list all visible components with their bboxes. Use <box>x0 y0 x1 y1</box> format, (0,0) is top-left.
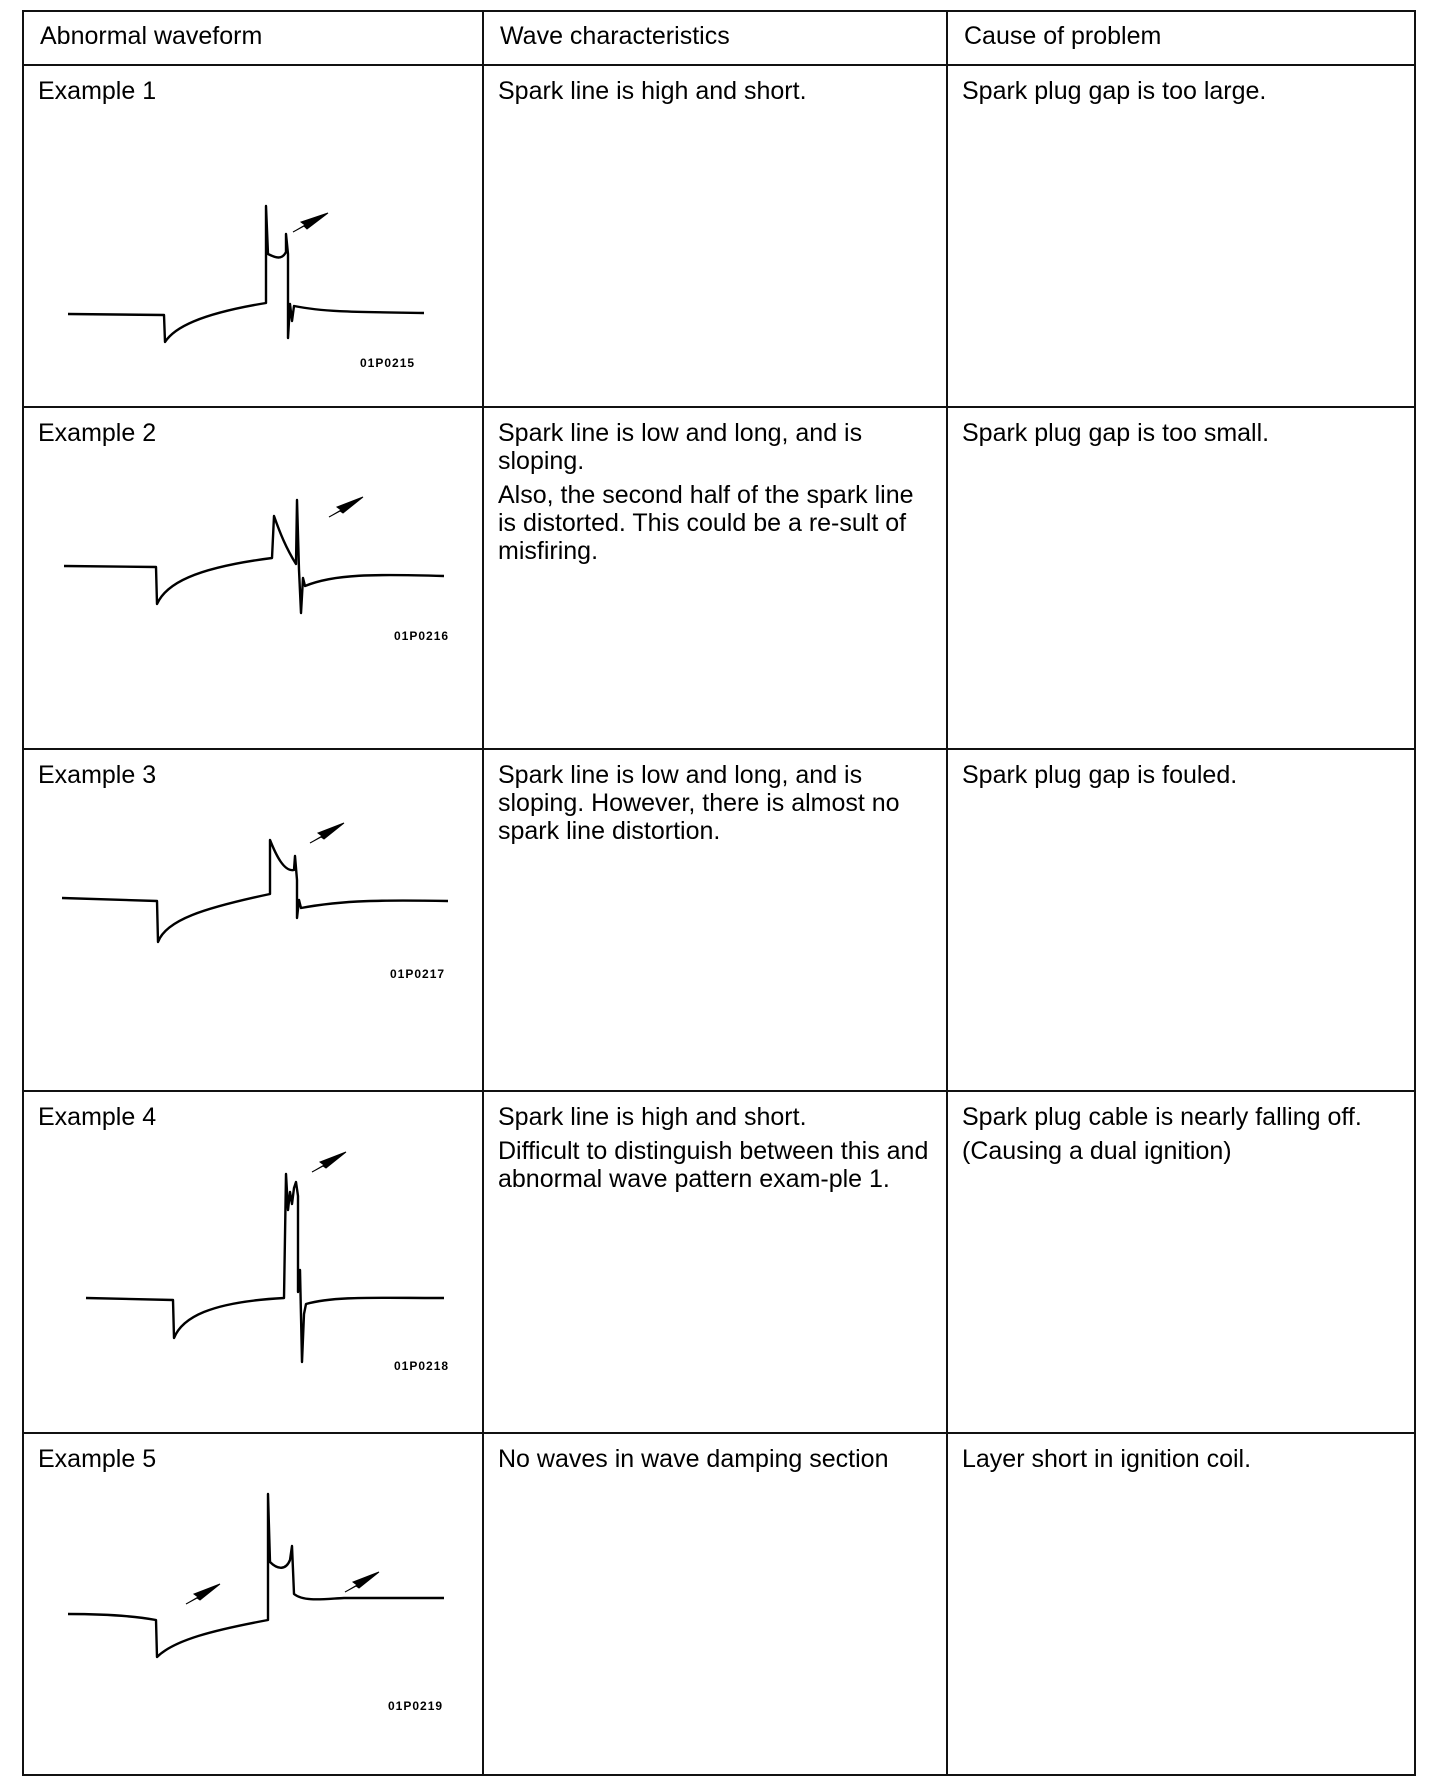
table-row <box>23 407 1415 749</box>
characteristics-cell <box>483 749 947 1091</box>
cause-cell <box>947 1433 1415 1775</box>
characteristics-cell <box>483 1091 947 1433</box>
characteristics-text: Spark line is low and long, and is sloping. However, there is almost no spark line distortion. <box>498 761 900 845</box>
characteristics-text: Spark line is high and short. <box>498 77 807 105</box>
characteristics-text: Also, the second half of the spark line is distorted. This could be a re-sult of misfiring. <box>498 481 914 565</box>
arrow-icon <box>345 1572 379 1592</box>
characteristics-cell <box>483 1433 947 1775</box>
waveform-trace <box>62 840 448 942</box>
example-label: Example 1 <box>38 77 157 105</box>
characteristics-text: Spark line is low and long, and is sloping. <box>498 419 863 475</box>
waveform-diagram <box>24 750 480 1090</box>
table-row <box>23 65 1415 407</box>
cause-cell <box>947 407 1415 749</box>
waveform-diagram <box>24 66 480 406</box>
arrow-icon <box>310 823 344 843</box>
header-waveform: Abnormal waveform <box>23 11 483 65</box>
header-row <box>23 11 1415 65</box>
waveform-cell <box>23 749 483 1091</box>
characteristics-text: No waves in wave damping section <box>498 1445 889 1473</box>
characteristics-text: Spark line is high and short. <box>498 1103 807 1131</box>
waveform-cell <box>23 407 483 749</box>
waveform-diagram <box>24 1092 480 1432</box>
example-label: Example 2 <box>38 419 157 447</box>
cause-cell <box>947 749 1415 1091</box>
table-row <box>23 1433 1415 1775</box>
characteristics-cell <box>483 407 947 749</box>
figure-code: 01P0218 <box>394 1359 450 1373</box>
cause-text: Spark plug gap is too small. <box>962 419 1270 447</box>
table-row <box>23 749 1415 1091</box>
figure-code: 01P0219 <box>388 1699 444 1713</box>
waveform-table <box>22 10 1416 1776</box>
cause-cell <box>947 1091 1415 1433</box>
waveform-cell <box>23 1433 483 1775</box>
cause-text: (Causing a dual ignition) <box>962 1137 1232 1165</box>
example-label: Example 5 <box>38 1445 157 1473</box>
waveform-diagram <box>24 1434 480 1774</box>
figure-code: 01P0215 <box>360 356 416 370</box>
waveform-trace <box>64 500 444 613</box>
arrow-icon <box>329 497 363 517</box>
waveform-cell <box>23 65 483 407</box>
figure-code: 01P0216 <box>394 629 450 643</box>
arrow-icon <box>312 1152 346 1172</box>
example-label: Example 3 <box>38 761 157 789</box>
cause-text: Spark plug cable is nearly falling off. <box>962 1103 1362 1131</box>
cause-cell <box>947 65 1415 407</box>
figure-code: 01P0217 <box>390 967 446 981</box>
waveform-cell <box>23 1091 483 1433</box>
waveform-trace <box>86 1174 444 1362</box>
table-row <box>23 1091 1415 1433</box>
example-label: Example 4 <box>38 1103 157 1131</box>
characteristics-text: Difficult to distinguish between this and abnormal wave pattern exam-ple 1. <box>498 1137 929 1193</box>
waveform-trace <box>68 206 424 342</box>
arrow-icon <box>293 213 328 232</box>
header-cause: Cause of problem <box>947 11 1415 65</box>
arrow-icon <box>186 1584 220 1604</box>
cause-text: Spark plug gap is fouled. <box>962 761 1238 789</box>
characteristics-cell <box>483 65 947 407</box>
cause-text: Spark plug gap is too large. <box>962 77 1267 105</box>
cause-text: Layer short in ignition coil. <box>962 1445 1252 1473</box>
waveform-diagram <box>24 408 480 748</box>
header-characteristics: Wave characteristics <box>483 11 947 65</box>
waveform-trace <box>68 1494 444 1657</box>
